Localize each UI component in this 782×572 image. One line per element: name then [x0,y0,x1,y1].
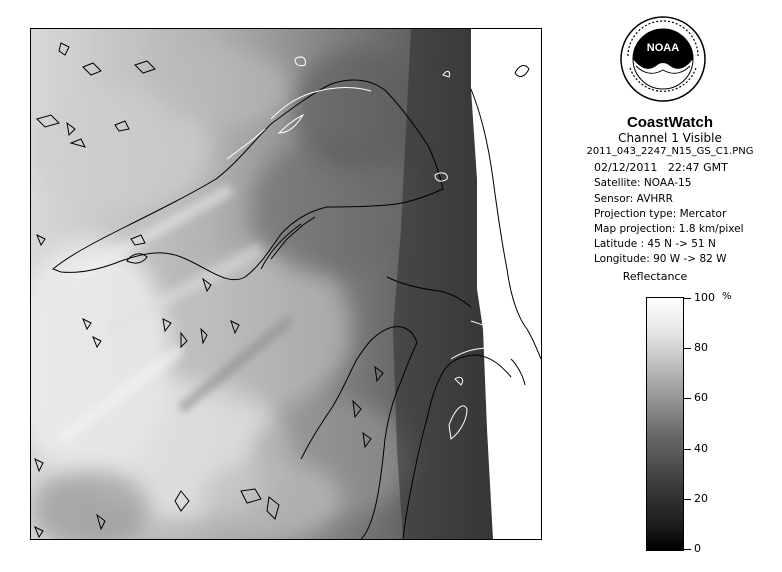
colorbar-tick-label: 0 [694,542,701,555]
colorbar-tick-mark [684,449,691,450]
colorbar-tick-mark [684,398,691,399]
sensor-label: Sensor: AVHRR [594,193,673,205]
map-projection-label: Map projection: 1.8 km/pixel [594,223,744,235]
colorbar-tick-mark [684,499,691,500]
colorbar-tick-label: 60 [694,391,708,405]
projection-type-label: Projection type: Mercator [594,208,727,220]
visible-reflectance-map [31,29,541,539]
colorbar-tick-mark [684,298,691,299]
satellite-label: Satellite: NOAA-15 [594,177,692,189]
colorbar-tick-label: 100 [694,291,715,304]
colorbar-tick-label: 40 [694,441,708,455]
reflectance-colorbar [646,297,684,551]
satellite-image [30,28,542,540]
colorbar-tick-label: 80 [694,341,708,355]
datetime-line [594,161,728,174]
latitude-label: Latitude : 45 N -> 51 N [594,238,716,250]
date-value: 02/12/2011 [594,161,658,174]
colorbar-tick-label: 20 [694,491,708,505]
noaa-logo [620,16,706,102]
filename-label: 2011_043_2247_N15_GS_C1.PNG [586,146,754,157]
colorbar-tick-mark [684,348,691,349]
noaa-logo-text: NOAA [646,42,680,54]
brand-title: CoastWatch [626,114,714,131]
colorbar-tick-mark [684,549,691,550]
channel-label: Channel 1 Visible [618,131,722,145]
time-value: 22:47 GMT [667,161,728,174]
colorbar-title: Reflectance [622,270,688,283]
colorbar-unit: % [722,291,732,302]
longitude-label: Longitude: 90 W -> 82 W [594,253,727,265]
